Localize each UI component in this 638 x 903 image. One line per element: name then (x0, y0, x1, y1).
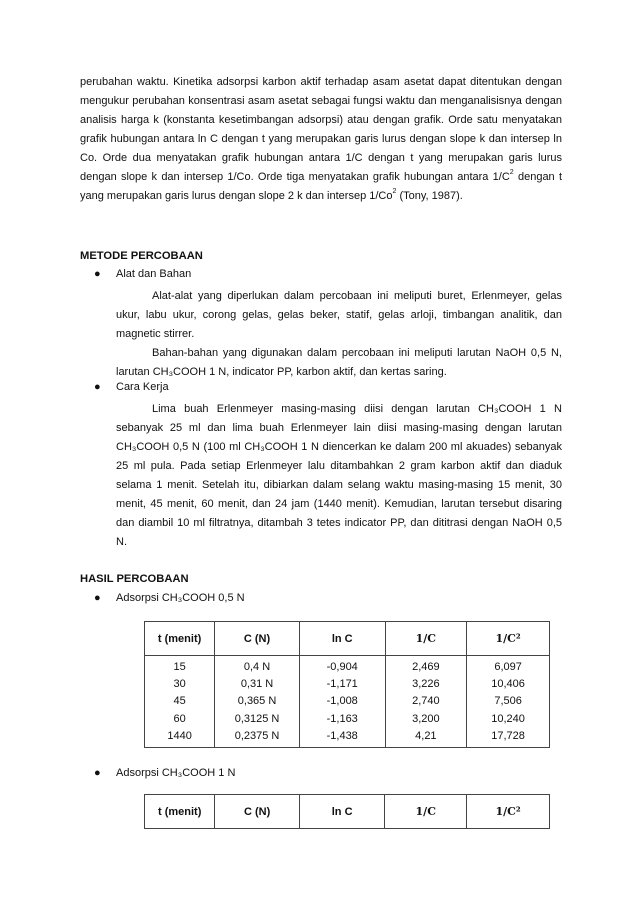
superscript: 2 (509, 169, 514, 176)
section-heading-metode: METODE PERCOBAAN (80, 250, 203, 262)
kerja-block (116, 400, 562, 552)
intro-text-2: dengan t yang merupakan garis lurus dengan slope 2 k dan intersep 1/Co (80, 171, 563, 202)
col-lnc-values: -0,904 -1,171 -1,008 -1,163 -1,438 (299, 656, 385, 748)
header-lnc: ln C (299, 622, 385, 656)
col-t-values: 15 30 45 60 1440 (145, 656, 215, 748)
intro-text-3: (Tony, 1987). (396, 190, 463, 202)
kerja-paragraph: Lima buah Erlenmeyer masing-masing diisi dengan larutan CH₃COOH 1 N sebanyak 25 ml dan lima buah Erlenmeyer lain diisi masing-masing dengan larutan CH₃COOH 0,5 N (100 ml CH₃COOH 1 N diencerkan ke dalam 200 ml akuades) sebanyak 25 ml pula. Pada setiap Erlenmeyer lalu ditambahkan 2 gram karbon aktif dan diaduk selama 1 menit. Setelah itu, dibiarkan dalam selang waktu masing-masing 15 menit, 30 menit, 45 menit, 60 menit, dan 24 jam (1440 menit). Kemudian, larutan tersebut disaring dan diambil 10 ml filtratnya, ditambah 3 tetes indicator PP, dan dititrasi dengan NaOH 0,5 N. (116, 403, 562, 548)
col-inverse-c-values: 2,469 3,226 2,740 3,200 4,21 (385, 656, 467, 748)
header-inverse-c: 1/C (385, 795, 467, 829)
alat-paragraph: Alat-alat yang diperlukan dalam percobaan ini meliputi buret, Erlenmeyer, gelas ukur, labu ukur, corong gelas, gelas beker, statif, gelas arloji, timbangan analitik, dan magnetic stirrer. (116, 290, 562, 340)
header-t: t (menit) (145, 795, 215, 829)
header-c: C (N) (215, 795, 300, 829)
intro-paragraph (80, 73, 562, 206)
bullet-icon: ● (94, 767, 101, 779)
bahan-paragraph: Bahan-bahan yang digunakan dalam percobaan ini meliputi larutan NaOH 0,5 N, larutan CH₃COOH 1 N, indicator PP, karbon aktif, dan kertas saring. (116, 347, 562, 378)
header-inverse-c2: 1/C² (467, 795, 550, 829)
alat-block (116, 287, 562, 382)
header-c: C (N) (215, 622, 300, 656)
bullet-title-hasil-1: Adsorpsi CH₃COOH 1 N (116, 767, 236, 779)
col-c-values: 0,4 N 0,31 N 0,365 N 0,3125 N 0,2375 N (215, 656, 300, 748)
bullet-title-alat: Alat dan Bahan (116, 268, 192, 280)
header-inverse-c2: 1/C² (467, 622, 550, 656)
intro-text-1: perubahan waktu. Kinetika adsorpsi karbon aktif terhadap asam asetat dapat ditentukan dengan mengukur perubahan konsentrasi asam asetat sebagai fungsi waktu dan menganalisisnya dengan analisis harga k (konstanta kesetimbangan adsorpsi) atau dengan grafik. Orde satu menyatakan grafik hubungan antara ln C dengan t yang merupakan garis lurus dengan slope k dan intersep ln Co. Orde dua menyatakan grafik hubungan antara 1/C dengan t yang merupakan garis lurus dengan slope k dan intersep 1/Co. Orde tiga menyatakan grafik hubungan antara 1/C (80, 76, 562, 183)
superscript: 2 (392, 188, 397, 195)
results-table-05 (144, 621, 550, 748)
bullet-icon: ● (94, 268, 101, 280)
bullet-icon: ● (94, 381, 101, 393)
bullet-title-kerja: Cara Kerja (116, 381, 169, 393)
bullet-title-hasil-05: Adsorpsi CH₃COOH 0,5 N (116, 592, 245, 604)
header-t: t (menit) (145, 622, 215, 656)
table-row (145, 656, 550, 748)
table-header-row (145, 795, 550, 829)
header-inverse-c: 1/C (385, 622, 467, 656)
bullet-icon: ● (94, 592, 101, 604)
col-inverse-c2-values: 6,097 10,406 7,506 10,240 17,728 (467, 656, 550, 748)
table-header-row (145, 622, 550, 656)
header-lnc: ln C (299, 795, 384, 829)
section-heading-hasil: HASIL PERCOBAAN (80, 573, 189, 585)
results-table-1 (144, 794, 550, 829)
